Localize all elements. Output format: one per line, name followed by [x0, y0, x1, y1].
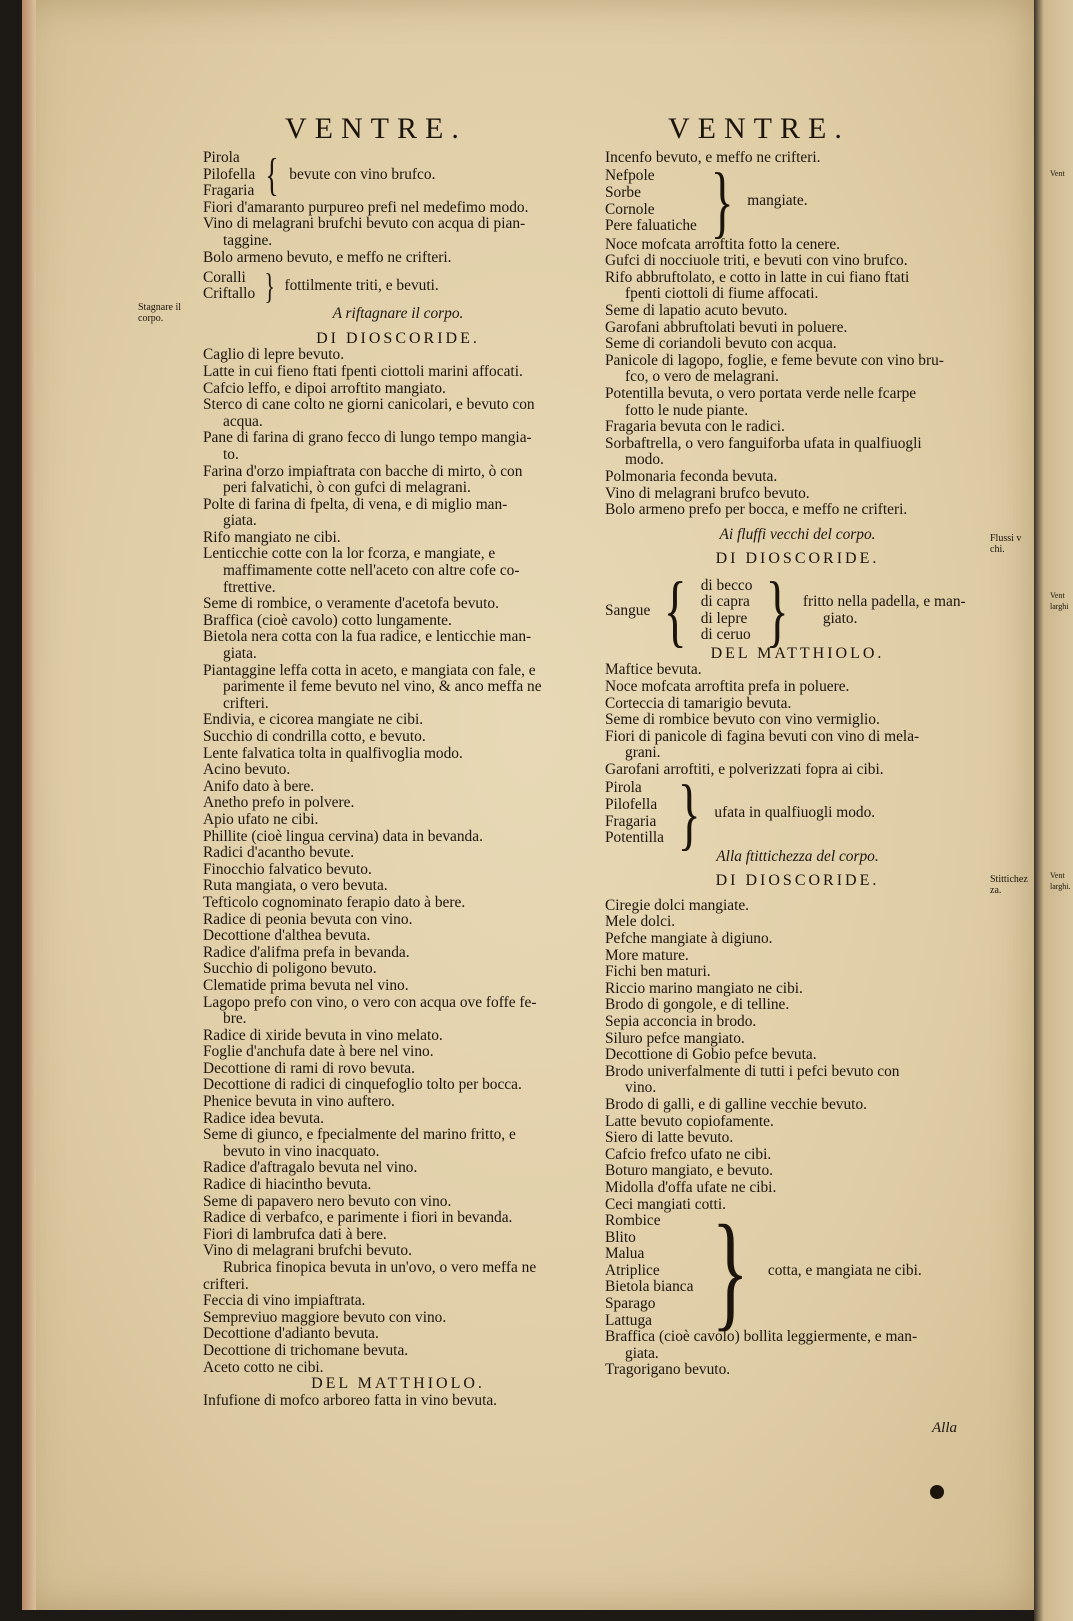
group-text: ufata in qualfiuogli modo. [714, 804, 876, 822]
brace-icon: { [265, 148, 279, 200]
group-item: Fragaria [203, 182, 255, 200]
group-names [203, 270, 255, 303]
text-line: Brodo di galli, e di galline vecchie bevuto. [605, 1095, 867, 1113]
text-line: Siluro pefce mangiato. [605, 1029, 745, 1047]
group-names [605, 780, 664, 846]
ink-dot-icon [930, 1485, 944, 1499]
section-subtitle: A riftagnare il corpo. [332, 305, 464, 323]
text-line: Decottione d'althea bevuta. [203, 927, 371, 945]
text-line: Ceci mangiati cotti. [605, 1195, 726, 1213]
text-line: to. [223, 445, 239, 463]
text-line: Garofani arroftiti, e polverizzati fopra ai cibi. [605, 761, 884, 779]
text-line: crifteri. [223, 694, 269, 712]
group-item: Blito [605, 1228, 636, 1246]
text-line: Seme di lapatio acuto bevuto. [605, 301, 788, 319]
text-line: crifteri. [203, 1275, 249, 1293]
text-line: Gufci di nocciuole triti, e bevuti con vino brufco. [605, 252, 908, 270]
group-text-line: giato. [822, 609, 858, 627]
text-line: Phillite (cioè lingua cervina) data in bevanda. [203, 827, 483, 845]
text-line: Noce mofcata arroftita prefa in poluere. [605, 678, 850, 696]
group-item: Sparago [605, 1295, 656, 1313]
text-line: Fiori di panicole di fagina bevuti con vino di mela- [605, 727, 920, 745]
text-line: Bolo armeno prefo per bocca, e meffo ne crifteri. [605, 501, 908, 519]
text-line: Brodo univerfalmente di tutti i pefci bevuto con [605, 1062, 900, 1080]
text-line: Succhio di condrilla cotto, e bevuto. [203, 728, 426, 745]
text-line: Decottione di rami di rovo bevuta. [203, 1059, 415, 1077]
text-line: taggine. [223, 231, 273, 249]
text-line: Radice di hiacintho bevuta. [203, 1176, 372, 1194]
text-line: Finocchio falvatico bevuto. [203, 860, 372, 878]
text-line: Ciregie dolci mangiate. [605, 896, 750, 914]
text-line: Fichi ben maturi. [605, 963, 711, 981]
text-line: grani. [625, 744, 661, 762]
text-line: Feccia di vino impiaftrata. [203, 1292, 366, 1310]
text-line: Fiori di lambrufca dati à bere. [203, 1225, 387, 1243]
group-text: fottilmente triti, e bevuti. [284, 276, 439, 294]
text-line: Braffica (cioè cavolo) bollita leggiermente, e man- [605, 1328, 918, 1346]
group-item: di capra [700, 593, 750, 611]
text-line: fotto le nude piante. [625, 401, 749, 419]
group-item: Malua [605, 1245, 645, 1263]
text-line: Infufione di mofco arboreo fatta in vino bevuta. [203, 1391, 498, 1409]
margin-note-stagnare: Stagnare il corpo. [138, 302, 182, 324]
edge-note-2: Vent larghi [1050, 591, 1069, 611]
text-line: peri falvatichi, ò con gufci di melagrani. [223, 479, 471, 497]
group-item: Pirola [605, 779, 642, 797]
group-coralli [203, 266, 593, 306]
text-line: Acino bevuto. [203, 761, 291, 779]
text-line: Decottione di Gobio pefce bevuta. [605, 1046, 817, 1064]
section-heading: DI DIOSCORIDE. [715, 550, 880, 568]
text-line: Radice di peonia bevuta con vino. [203, 910, 413, 928]
text-line: Endivia, e cicorea mangiate ne cibi. [203, 711, 424, 729]
group-item: Pilofella [605, 796, 658, 814]
text-line: Radice di verbafco, e parimente i fiori in bevanda. [203, 1209, 513, 1227]
section-heading: DI DIOSCORIDE. [316, 329, 480, 347]
group-item: Potentilla [605, 829, 664, 847]
text-line: Latte in cui fieno ftati fpenti ciottoli marini affocati. [203, 362, 523, 380]
text-line: Radice idea bevuta. [203, 1109, 324, 1127]
group-item: Coralli [203, 268, 246, 286]
text-line: Potentilla bevuta, o vero portata verde nelle fcarpe [605, 384, 917, 402]
text-line: Seme di coriandoli bevuto con acqua. [605, 335, 837, 353]
text-line: Vino di melagrani brufchi bevuto. [203, 1242, 412, 1260]
group-item: di lepre [700, 609, 748, 627]
group-item: Pilofella [203, 165, 256, 183]
text-line: Seme di rombice bevuto con vino vermiglio. [605, 711, 880, 729]
group-names [701, 578, 753, 644]
text-line: Seme di giunco, e fpecialmente del marino fritto, e [203, 1126, 516, 1144]
text-line: Seme di rombice, o veramente d'acetofa bevuto. [203, 595, 499, 613]
text-line: Rifo mangiato ne cibi. [203, 528, 341, 546]
text-line: Lente falvatica tolta in qualfivoglia modo. [203, 744, 463, 762]
text-line: Caglio di lepre bevuto. [203, 346, 345, 364]
text-line: bevuto in vino inacquato. [223, 1142, 380, 1160]
text-line: Cafcio frefco ufato ne cibi. [605, 1145, 772, 1163]
running-header-left: VENTRE. [285, 112, 467, 145]
group-text: bevute con vino brufco. [289, 165, 436, 183]
text-line: Sepia acconcia in brodo. [605, 1012, 757, 1030]
group-item: Criftallo [203, 285, 256, 303]
text-line: Maftice bevuta. [605, 661, 702, 679]
brace-icon: } [677, 769, 701, 858]
group-item: di ceruo [700, 626, 751, 644]
group-item: di becco [700, 576, 753, 594]
text-line: Riccio marino mangiato ne cibi. [605, 979, 803, 997]
group-label: Sangue [605, 601, 651, 619]
edge-note-1: Vent [1050, 169, 1065, 178]
text-line: Aceto cotto ne cibi. [203, 1358, 324, 1376]
text-line: Midolla d'offa ufate ne cibi. [605, 1178, 777, 1196]
text-line: bre. [223, 1010, 247, 1028]
text-line: Incenfo bevuto, e meffo ne crifteri. [605, 149, 821, 166]
left-column [203, 150, 593, 1409]
text-line: giata. [223, 645, 257, 663]
group-item: Pere faluatiche [605, 217, 697, 235]
group-text: mangiate. [747, 192, 808, 210]
text-line: Piantaggine leffa cotta in aceto, e mangiata con fale, e [203, 661, 536, 679]
text-line: Braffica (cioè cavolo) cotto lungamente. [203, 611, 452, 629]
text-line: fpenti ciottoli di fiume affocati. [625, 285, 819, 303]
text-line: Farina d'orzo impiaftrata con bacche di mirto, ò con [203, 462, 523, 480]
catchword: Alla [932, 1420, 957, 1436]
group-item: Lattuga [605, 1311, 653, 1329]
group-item: Sorbe [605, 184, 641, 201]
text-line: Vino di melagrani brufchi bevuto con acqua di pian- [203, 215, 526, 233]
brace-icon: { [663, 566, 688, 655]
section-subtitle: Alla ftittichezza del corpo. [716, 847, 879, 865]
entry-list [605, 662, 990, 778]
text-line: Boturo mangiato, e bevuto. [605, 1162, 773, 1180]
text-line: Mele dolci. [605, 913, 676, 931]
text-line: Fragaria bevuta con le radici. [605, 418, 785, 436]
group-item: Atriplice [605, 1261, 660, 1279]
text-line: Tefticolo cognominato ferapio dato à bere. [203, 893, 466, 911]
brace-icon: } [711, 1198, 750, 1343]
margin-note-stitticheza: Stittichez za. [990, 874, 1028, 896]
text-line: Seme di papavero nero bevuto con vino. [203, 1192, 452, 1210]
text-line: Radice d'alifma prefa in bevanda. [203, 943, 410, 961]
text-line: Anetho prefo in polvere. [203, 794, 355, 812]
section-heading: DI DIOSCORIDE. [715, 872, 880, 890]
group-item: Rombice [605, 1212, 661, 1230]
entry-list [605, 898, 990, 1213]
text-line: Fiori d'amaranto purpureo prefi nel medefimo modo. [203, 198, 529, 216]
group-names [605, 168, 697, 234]
section-heading: DEL MATTHIOLO. [311, 1375, 485, 1393]
right-column [605, 150, 990, 1379]
brace-icon: } [710, 157, 734, 246]
text-line: Radice di xiride bevuta in vino melato. [203, 1026, 443, 1044]
text-line: Radice d'aftragalo bevuta nel vino. [203, 1159, 418, 1177]
text-line: giata. [625, 1344, 659, 1362]
text-line: acqua. [223, 412, 263, 430]
text-line: Rifo abbruftolato, e cotto in latte in cui fiano ftati [605, 268, 910, 286]
text-line: fco, o vero de melagrani. [625, 368, 779, 386]
group-item: Pirola [203, 149, 240, 166]
brace-icon: } [264, 266, 275, 307]
page-edge [22, 0, 36, 1610]
text-line: Decottione d'adianto bevuta. [203, 1325, 379, 1343]
text-line: Lagopo prefo con vino, o vero con acqua ove foffe fe- [203, 993, 537, 1011]
text-line: Panicole di lagopo, foglie, e feme bevute con vino bru- [605, 351, 944, 369]
text-line: Sterco di cane colto ne giorni canicolari, e bevuto con [203, 396, 535, 414]
text-line: modo. [625, 451, 664, 469]
text-line: Brodo di gongole, e di telline. [605, 996, 790, 1014]
text-line: Decottione di radici di cinquefoglio tolto per bocca. [203, 1076, 522, 1094]
text-line: giata. [223, 512, 257, 530]
text-line: Pefche mangiate à digiuno. [605, 930, 773, 947]
text-line: Garofani abbruftolati bevuti in poluere. [605, 318, 848, 336]
text-line: Siero di latte bevuto. [605, 1129, 734, 1147]
text-line: Latte bevuto copiofamente. [605, 1112, 774, 1130]
group-text [803, 594, 966, 627]
text-line: More mature. [605, 946, 689, 964]
text-line: Clematide prima bevuta nel vino. [203, 976, 409, 994]
section-heading: DEL MATTHIOLO. [710, 644, 885, 662]
running-header-right: VENTRE. [668, 112, 850, 145]
group-names [605, 1213, 693, 1329]
group-item: Fragaria [605, 812, 657, 830]
adjacent-page-edge [1034, 0, 1073, 1621]
text-line: Decottione di trichomane bevuta. [203, 1341, 409, 1359]
text-line: Ruta mangiata, o vero bevuta. [203, 877, 388, 895]
text-line: Foglie d'anchufa date à bere nel vino. [203, 1043, 434, 1061]
text-line: Corteccia di tamarigio bevuta. [605, 694, 792, 712]
text-line: vino. [625, 1079, 657, 1097]
group-names [203, 150, 255, 200]
text-line: Anifo dato à bere. [203, 777, 315, 795]
text-line: Polmonaria feconda bevuta. [605, 467, 778, 485]
text-line: Pane di farina di grano fecco di lungo tempo mangia- [203, 429, 532, 447]
text-line: Phenice bevuta in vino auftero. [203, 1093, 395, 1111]
text-line: Apio ufato ne cibi. [203, 810, 319, 828]
text-line: Tragorigano bevuto. [605, 1361, 731, 1379]
group-item: Cornole [605, 200, 655, 218]
edge-note-3: Vent larghi. [1050, 871, 1071, 891]
text-line: Sorbaftrella, o vero fanguiforba ufata in qualfiuogli [605, 434, 922, 452]
text-line: Succhio di poligono bevuto. [203, 960, 377, 978]
text-line: Sempreviuo maggiore bevuto con vino. [203, 1308, 447, 1326]
margin-note-flussi: Flussi v chi. [990, 533, 1022, 555]
section-subtitle: Ai fluffi vecchi del corpo. [719, 525, 876, 543]
entry-list [605, 237, 990, 519]
text-line: Bolo armeno bevuto, e meffo ne crifteri. [203, 248, 452, 266]
text-line: Rubrica finopica bevuta in un'ovo, o vero meffa ne [223, 1259, 537, 1276]
group-item: Nefpole [605, 167, 655, 185]
text-line: parimente il feme bevuto nel vino, & anco meffa ne [223, 678, 542, 696]
text-line: Polte di farina di fpelta, di vena, e di miglio man- [203, 495, 508, 513]
text-line: ftrettive. [223, 578, 276, 596]
text-line: Cafcio leffo, e dipoi arroftito mangiato. [203, 379, 446, 397]
text-line: Bietola nera cotta con la fua radice, e lenticchie man- [203, 628, 532, 646]
group-item: Bietola bianca [605, 1278, 694, 1296]
group-text: cotta, e mangiata ne cibi. [767, 1261, 922, 1279]
text-line: maffimamente cotte nell'aceto con altre cofe co- [223, 562, 520, 580]
text-line: Noce mofcata arroftita fotto la cenere. [605, 235, 841, 253]
group-pirola [203, 150, 593, 200]
text-line: Lenticchie cotte con la lor fcorza, e mangiate, e [203, 545, 496, 563]
text-line: Vino di melagrani brufco bevuto. [605, 484, 810, 502]
text-line: Radici d'acantho bevute. [203, 844, 355, 862]
brace-icon: } [766, 566, 790, 655]
group-text-line: fritto nella padella, e man- [802, 593, 966, 611]
entry-list [203, 347, 593, 1376]
